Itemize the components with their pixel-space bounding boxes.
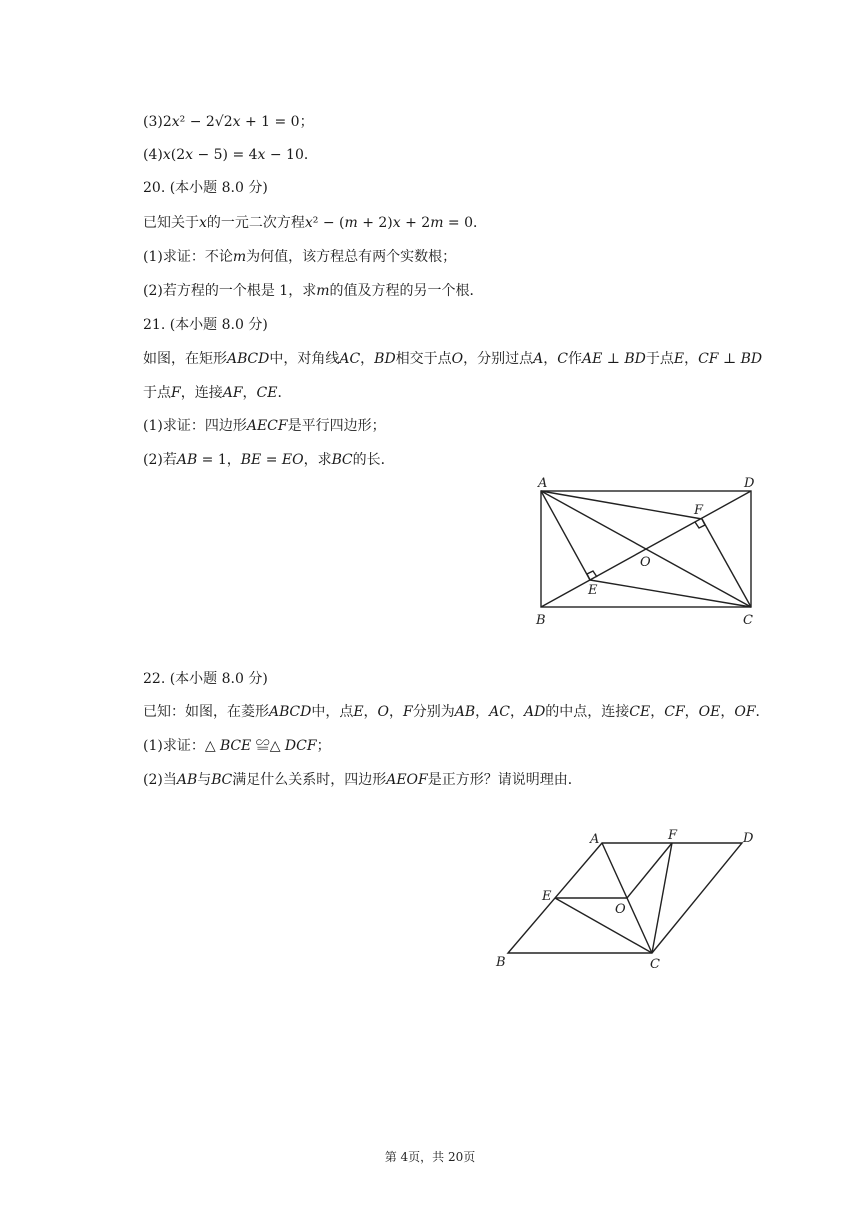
label-f: F: [694, 503, 704, 518]
question-21-part1: (1)求证：四边形𝐴𝐸𝐶𝐹是平行四边形；: [143, 418, 386, 434]
label-c: C: [743, 613, 753, 628]
question-21-stem-line2: 于点𝐹，连接𝐴𝐹，𝐶𝐸．: [143, 385, 292, 401]
question-20-part1: (1)求证：不论𝑚为何值，该方程总有两个实数根；: [143, 249, 457, 265]
question-22-part1: (1)求证：△ 𝐵𝐶𝐸 ≌△ 𝐷𝐶𝐹；: [143, 738, 331, 754]
equation-4: (4)𝑥(2𝑥 − 5) = 4𝑥 − 10．: [143, 147, 318, 163]
question-22-part2: (2)当𝐴𝐵与𝐵𝐶满足什么关系时，四边形𝐴𝐸𝑂𝐹是正方形？请说明理由．: [143, 772, 582, 788]
page-footer: 第 4页，共 20页: [384, 1150, 476, 1164]
label-o: O: [640, 555, 651, 570]
label-b: B: [496, 955, 506, 970]
label-a: A: [590, 832, 600, 847]
question-21-header: 21. (本小题 8.0 分): [143, 317, 268, 333]
label-a: A: [538, 476, 548, 491]
question-21-part2: (2)若𝐴𝐵 = 1，𝐵𝐸 = 𝐸𝑂，求𝐵𝐶的长．: [143, 452, 395, 468]
label-d: D: [743, 831, 754, 846]
question-22-stem: 已知：如图，在菱形𝐴𝐵𝐶𝐷中，点𝐸，𝑂，𝐹分别为𝐴𝐵，𝐴𝐶，𝐴𝐷的中点，连接𝐶𝐸，𝐶𝐹，𝑂𝐸，𝑂𝐹．: [143, 704, 770, 720]
question-20-part2: (2)若方程的一个根是 1，求𝑚的值及方程的另一个根．: [143, 283, 484, 299]
label-e: E: [542, 889, 552, 904]
label-f: F: [668, 828, 678, 843]
question-20-header: 20. (本小题 8.0 分): [143, 180, 268, 196]
question-21-stem-line1: 如图，在矩形𝐴𝐵𝐶𝐷中，对角线𝐴𝐶，𝐵𝐷相交于点𝑂，分别过点𝐴，𝐶作𝐴𝐸 ⊥ 𝐵𝐷于点𝐸，𝐶𝐹 ⊥ 𝐵𝐷: [143, 351, 763, 367]
rectangle-figure: [530, 470, 765, 630]
equation-3: (3)2𝑥² − 2√2𝑥 + 1 = 0；: [143, 114, 314, 130]
question-20-stem: 已知关于𝑥的一元二次方程𝑥² − (𝑚 + 2)𝑥 + 2𝑚 = 0．: [143, 215, 488, 231]
rhombus-figure: [490, 822, 770, 972]
label-d: D: [744, 476, 755, 491]
label-b: B: [536, 613, 546, 628]
label-e: E: [588, 583, 598, 598]
label-c: C: [650, 957, 660, 972]
label-o: O: [615, 902, 626, 917]
question-22-header: 22. (本小题 8.0 分): [143, 671, 268, 687]
